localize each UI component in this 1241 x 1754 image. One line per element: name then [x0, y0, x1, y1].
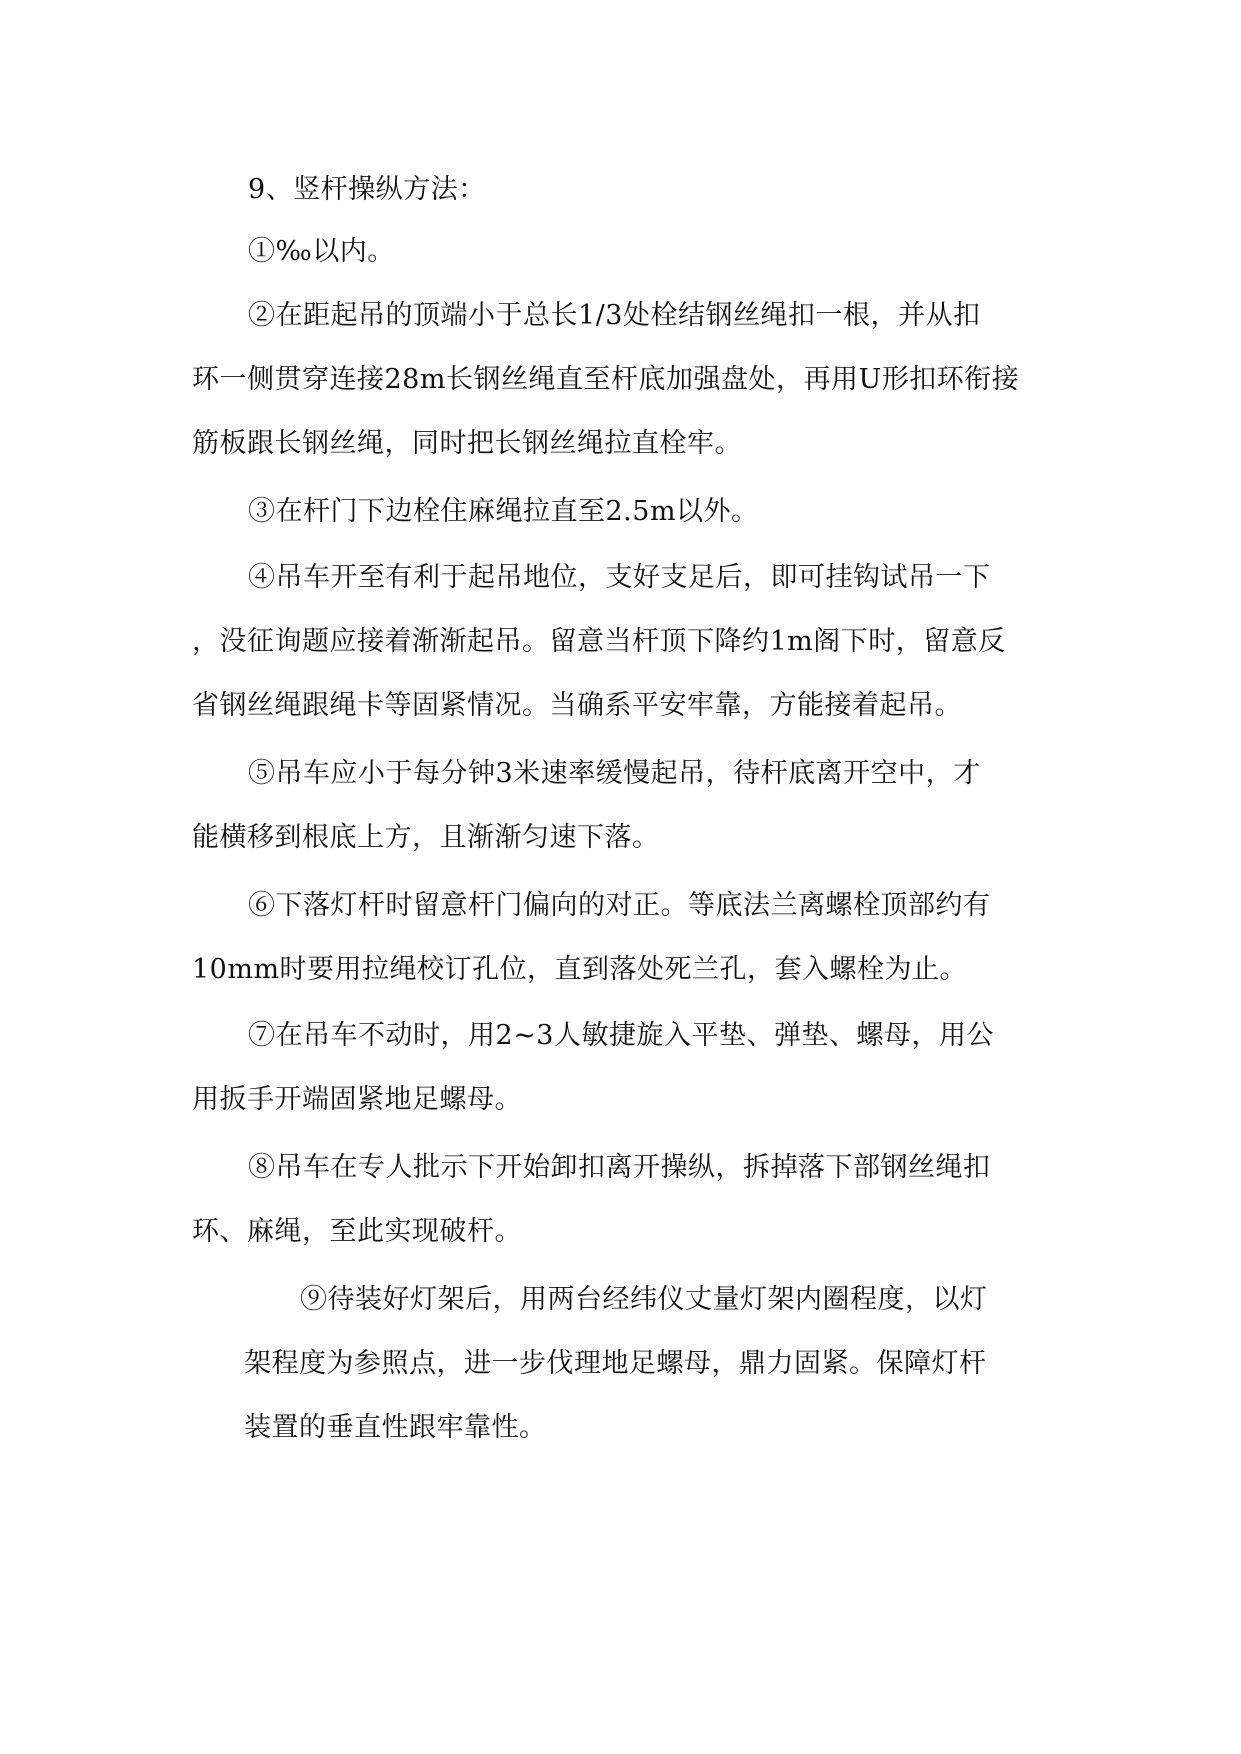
item-2-line-1: ②在距起吊的顶端小于总长1/3处栓结钢丝绳扣一根，并从扣: [248, 300, 981, 331]
item-7-line-1: ⑦在吊车不动时，用2~3人敏捷旋入平垫、弹垫、螺母，用公: [248, 1020, 994, 1051]
item-5-line-2: 能横移到根底上方，且渐渐匀速下落。: [192, 822, 660, 853]
item-3-line-1: ③在杆门下边栓住麻绳拉直至2.5m以外。: [248, 496, 759, 527]
item-8-line-1: ⑧吊车在专人批示下开始卸扣离开操纵，拆掉落下部钢丝绳扣: [248, 1152, 991, 1183]
item-9-line-2: 架程度为参照点，进一步伐理地足螺母，鼎力固紧。保障灯杆: [244, 1348, 987, 1379]
item-4-line-2: ，没征询题应接着渐渐起吊。留意当杆顶下降约1m阁下时，留意反: [192, 626, 1006, 657]
item-5-line-1: ⑤吊车应小于每分钟3米速率缓慢起吊，待杆底离开空中，才: [248, 758, 981, 789]
item-1-line-1: ①‰以内。: [248, 236, 395, 267]
item-2-line-2: 环一侧贯穿连接28m长钢丝绳直至杆底加强盘处，再用U形扣环衔接: [192, 364, 1020, 395]
section-heading: 9、竖杆操纵方法：: [248, 174, 486, 205]
item-6-line-2: 10mm时要用拉绳校订孔位，直到落处死兰孔，套入螺栓为止。: [192, 954, 968, 985]
item-9-line-3: 装置的垂直性跟牢靠性。: [244, 1412, 547, 1443]
item-4-line-1: ④吊车开至有利于起吊地位，支好支足后，即可挂钩试吊一下: [248, 562, 991, 593]
item-6-line-1: ⑥下落灯杆时留意杆门偏向的对正。等底法兰离螺栓顶部约有: [248, 890, 991, 921]
item-9-line-1: ⑨待装好灯架后，用两台经纬仪丈量灯架内圈程度，以灯: [300, 1284, 988, 1315]
item-4-line-3: 省钢丝绳跟绳卡等固紧情况。当确系平安牢靠，方能接着起吊。: [192, 690, 962, 721]
item-7-line-2: 用扳手开端固紧地足螺母。: [192, 1084, 522, 1115]
item-8-line-2: 环、麻绳，至此实现破杆。: [192, 1216, 522, 1247]
item-2-line-3: 筋板跟长钢丝绳，同时把长钢丝绳拉直栓牢。: [192, 428, 742, 459]
